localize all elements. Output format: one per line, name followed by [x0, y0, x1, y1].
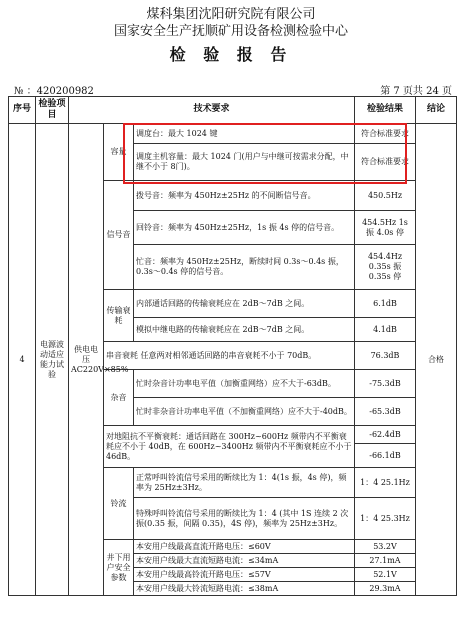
group-signal: 信号音 — [104, 181, 134, 290]
req-cell: 内部通话回路的传输衰耗应在 2dB～7dB 之间。 — [134, 290, 355, 318]
result-cell: -62.4dB — [355, 426, 416, 444]
req-cell: 串音衰耗 任意两对相邻通话回路的串音衰耗不小于 70dB。 — [104, 342, 355, 370]
group-attenuation: 传输衰耗 — [104, 290, 134, 342]
result-cell: 6.1dB — [355, 290, 416, 318]
result-cell: 29.3mA — [355, 582, 416, 596]
result-cell: 27.1mA — [355, 554, 416, 568]
result-cell: 符合标准要求 — [355, 144, 416, 181]
result-cell: -75.3dB — [355, 370, 416, 398]
result-cell: 4.1dB — [355, 318, 416, 342]
col-header-result: 检验结果 — [355, 97, 416, 124]
page-info: 第 7 页共 24 页 — [380, 86, 452, 97]
result-cell: 454.5Hz 1s 振 4.0s 停 — [355, 211, 416, 245]
req-cell: 忙时非杂音计功率电平值（不加衡重网络）应不大于-40dB。 — [134, 398, 355, 426]
condition-cell: 供电电压AC220V×85% — [69, 124, 104, 596]
req-cell: 正常呼叫铃流信号采用的断续比为 1：4(1s 振，4s 停)，频率为 25Hz±3Hz。 — [134, 468, 355, 498]
req-cell: 调度台：最大 1024 键 — [134, 124, 355, 144]
report-number: № ：420200982 — [14, 86, 94, 97]
req-cell: 本安用户线最高铃流开路电压：≤57V — [134, 568, 355, 582]
org-name-line-2: 国家安全生产抚顺矿用设备检测检验中心 — [113, 24, 348, 39]
group-ringing: 铃流 — [104, 468, 134, 540]
req-cell: 忙音：频率为 450Hz±25Hz，断续时间 0.3s～0.4s 振，0.3s～0.4s 停的信号音。 — [134, 245, 355, 290]
req-cell: 特殊呼叫铃流信号采用的断续比为 1：4 (其中 1S 连续 2 次振(0.35 振，间隔 0.35)，4S 停)，频率为 25Hz±3Hz。 — [134, 498, 355, 540]
req-cell: 本安用户线最大铃流短路电流：≤38mA — [134, 582, 355, 596]
result-cell: 1：4 25.1Hz — [355, 468, 416, 498]
req-cell: 模拟中继电路的传输衰耗应在 2dB～7dB 之间。 — [134, 318, 355, 342]
req-cell: 对地阻抗不平衡衰耗：通话回路在 300Hz~600Hz 频带内不平衡衰耗应不小于 40dB，在 600Hz~3400Hz 频带内不平衡衰耗应不小于 46dB。 — [104, 426, 355, 468]
result-cell: 52.1V — [355, 568, 416, 582]
col-header-seq: 序号 — [9, 97, 36, 124]
result-cell: -65.3dB — [355, 398, 416, 426]
result-cell: 53.2V — [355, 540, 416, 554]
table-header-row — [9, 97, 457, 124]
result-cell: 符合标准要求 — [355, 124, 416, 144]
result-cell: 454.4Hz 0.35s 振 0.35s 停 — [355, 245, 416, 290]
req-cell: 拨号音：频率为 450Hz±25Hz 的不间断信号音。 — [134, 181, 355, 211]
col-header-conclusion: 结论 — [416, 97, 457, 124]
req-cell: 调度主机容量：最大 1024 门(用户与中继可按需求分配，中继不小于 8门)。 — [134, 144, 355, 181]
col-header-req: 技术要求 — [69, 97, 355, 124]
req-cell: 本安用户线最大直流短路电流：≤34mA — [134, 554, 355, 568]
result-cell: 1：4 25.3Hz — [355, 498, 416, 540]
table-row — [9, 124, 457, 144]
inspection-table — [8, 96, 457, 596]
col-header-item: 检验项目 — [36, 97, 69, 124]
group-noise: 杂音 — [104, 370, 134, 426]
req-cell: 回铃音：频率为 450Hz±25Hz，1s 振 4s 停的信号音。 — [134, 211, 355, 245]
seq-cell: 4 — [9, 124, 36, 596]
group-capacity: 容量 — [104, 124, 134, 181]
item-cell: 电源波动适应能力试验 — [36, 124, 69, 596]
req-cell: 本安用户线最高直流开路电压：≤60V — [134, 540, 355, 554]
group-safety: 井下用户安全参数 — [104, 540, 134, 596]
org-name-line-1: 煤科集团沈阳研究院有限公司 — [146, 7, 316, 22]
req-cell: 忙时杂音计功率电平值（加衡重网络）应不大于-63dB。 — [134, 370, 355, 398]
report-title: 检 验 报 告 — [169, 45, 293, 64]
conclusion-cell: 合格 — [416, 124, 457, 596]
result-cell: 76.3dB — [355, 342, 416, 370]
result-cell: 450.5Hz — [355, 181, 416, 211]
result-cell: -66.1dB — [355, 444, 416, 468]
